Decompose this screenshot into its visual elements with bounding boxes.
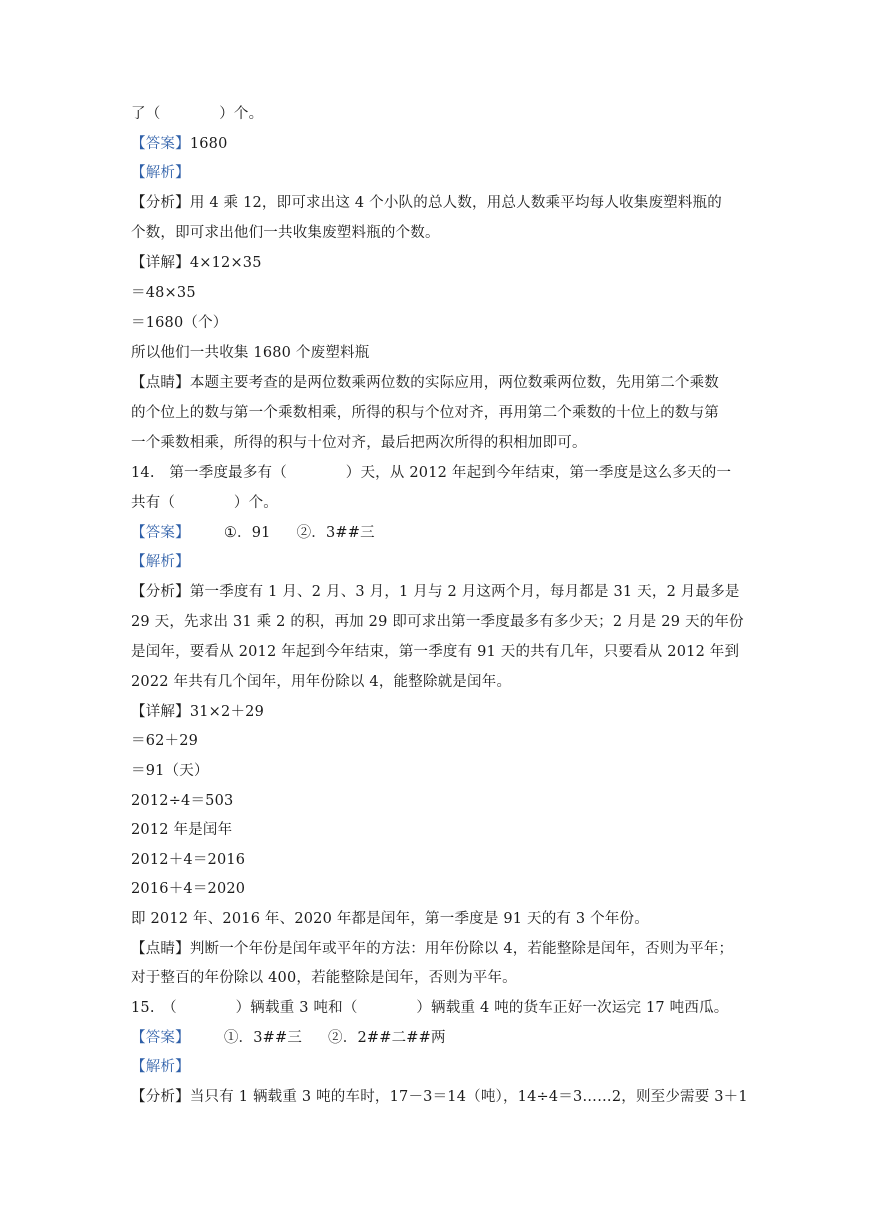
question-text: 14. 第一季度最多有（ ）天，从 2012 年起到今年结束，第一季度是这么多天的一 (131, 465, 732, 481)
answer-tag: 【答案】 (131, 1030, 190, 1046)
answer-value-2: ②．3##三 (296, 525, 375, 541)
fenxi-line-15a (131, 1087, 748, 1107)
fenxi-tag: 【分析】 (131, 1089, 190, 1105)
fenxi-line-13a (131, 193, 722, 213)
equation-line (131, 731, 198, 751)
question-text: 共有（ ）个。 (131, 495, 278, 511)
fenxi-text: 用 4 乘 12，即可求出这 4 个小队的总人数，用总人数乘平均每人收集废塑料瓶的 (189, 195, 722, 211)
equation: ＝1680（个） (131, 315, 228, 331)
conclusion: 即 2012 年、2016 年、2020 年都是闰年，第一季度是 91 天的有 3 个年份。 (131, 911, 649, 927)
question-tail: 了（ ）个。 (131, 106, 264, 122)
equation: ＝91（天） (131, 763, 209, 779)
equation-line (131, 879, 245, 899)
xiangjie-tag: 【详解】 (131, 704, 190, 720)
question-14-line-a (131, 463, 731, 483)
analysis-tag: 【解析】 (131, 554, 190, 570)
question-15-line (131, 998, 728, 1018)
equation: 4×12×35 (189, 255, 262, 271)
fenxi-text: 29 天，先求出 31 乘 2 的积，再加 29 即可求出第一季度最多有多少天；2 月是 29 天的年份 (131, 614, 744, 630)
dianjing-text: 本题主要考查的是两位数乘两位数的实际应用，两位数乘两位数，先用第二个乘数 (189, 375, 720, 391)
equation-line (131, 850, 245, 870)
fenxi-line-13b (131, 223, 440, 243)
conclusion-line (131, 909, 649, 929)
dianjing-line-13c (131, 433, 587, 453)
dianjing-line-14a (131, 939, 733, 959)
dianjing-text: 一个乘数相乘，所得的积与十位对齐，最后把两次所得的积相加即可。 (131, 435, 587, 451)
equation: 2016＋4＝2020 (131, 881, 246, 897)
dianjing-tag: 【点睛】 (131, 941, 190, 957)
analysis-heading-14 (131, 552, 190, 572)
dianjing-text: 判断一个年份是闰年或平年的方法：用年份除以 4，若能整除是闰年，否则为平年； (189, 941, 734, 957)
answer-value-1: ①．3##三 (223, 1030, 303, 1046)
answer-tag: 【答案】 (131, 525, 190, 541)
dianjing-text: 对于整百的年份除以 400，若能整除是闰年，否则为平年。 (131, 970, 517, 986)
question-text: 15. （ ）辆载重 3 吨和（ ）辆载重 4 吨的货车正好一次运完 17 吨西瓜。 (131, 1000, 729, 1016)
fenxi-line-14d (131, 672, 511, 692)
dianjing-text: 的个位上的数与第一个乘数相乘，所得的积与个位对齐，再用第二个乘数的十位上的数与第 (131, 405, 719, 421)
equation-line (131, 791, 233, 811)
answer-value: 1680 (189, 136, 228, 152)
text-line (131, 820, 232, 840)
fenxi-text: 个数，即可求出他们一共收集废塑料瓶的个数。 (131, 225, 440, 241)
fenxi-tag: 【分析】 (131, 195, 190, 211)
fenxi-text: 2022 年共有几个闰年，用年份除以 4，能整除就是闰年。 (131, 674, 512, 690)
answer-tag: 【答案】 (131, 136, 190, 152)
analysis-tag: 【解析】 (131, 165, 190, 181)
question-14-line-b (131, 493, 278, 513)
dianjing-line-13a (131, 373, 719, 393)
xiangjie-tag: 【详解】 (131, 255, 190, 271)
xiangjie-line-13a (131, 253, 262, 273)
dianjing-tag: 【点睛】 (131, 375, 190, 391)
answer-line-15 (131, 1028, 446, 1048)
fenxi-line-14a (131, 582, 740, 602)
fenxi-line-14b (131, 612, 744, 632)
fenxi-text: 是闰年，要看从 2012 年起到今年结束，第一季度有 91 天的共有几年，只要看从 2012 年到 (131, 644, 740, 660)
analysis-heading-15 (131, 1057, 190, 1077)
answer-value-1: ①．91 (223, 525, 271, 541)
equation: 2012÷4＝503 (131, 793, 234, 809)
statement: 2012 年是闰年 (131, 822, 233, 838)
equation: 31×2＋29 (189, 704, 264, 720)
analysis-tag: 【解析】 (131, 1059, 190, 1075)
xiangjie-line-14a (131, 702, 264, 722)
fenxi-tag: 【分析】 (131, 584, 190, 600)
answer-line-13 (131, 134, 228, 154)
equation-line (131, 761, 209, 781)
dianjing-line-14b (131, 968, 517, 988)
conclusion: 所以他们一共收集 1680 个废塑料瓶 (131, 345, 370, 361)
equation: ＝48×35 (131, 285, 196, 301)
equation: ＝62＋29 (131, 733, 199, 749)
conclusion-line (131, 343, 369, 363)
equation: 2012＋4＝2016 (131, 852, 246, 868)
fenxi-text: 第一季度有 1 月、2 月、3 月，1 月与 2 月这两个月，每月都是 31 天，2 月最多是 (189, 584, 740, 600)
equation-line (131, 313, 228, 333)
fenxi-text: 当只有 1 辆载重 3 吨的车时，17－3＝14（吨），14÷4＝3……2，则至少需要 3＋1 (189, 1089, 748, 1105)
equation-line (131, 283, 196, 303)
fenxi-line-14c (131, 642, 739, 662)
answer-value-2: ②．2##二##两 (328, 1030, 446, 1046)
text-line (131, 104, 263, 124)
answer-line-14 (131, 523, 375, 543)
dianjing-line-13b (131, 403, 719, 423)
analysis-heading-13 (131, 163, 190, 183)
